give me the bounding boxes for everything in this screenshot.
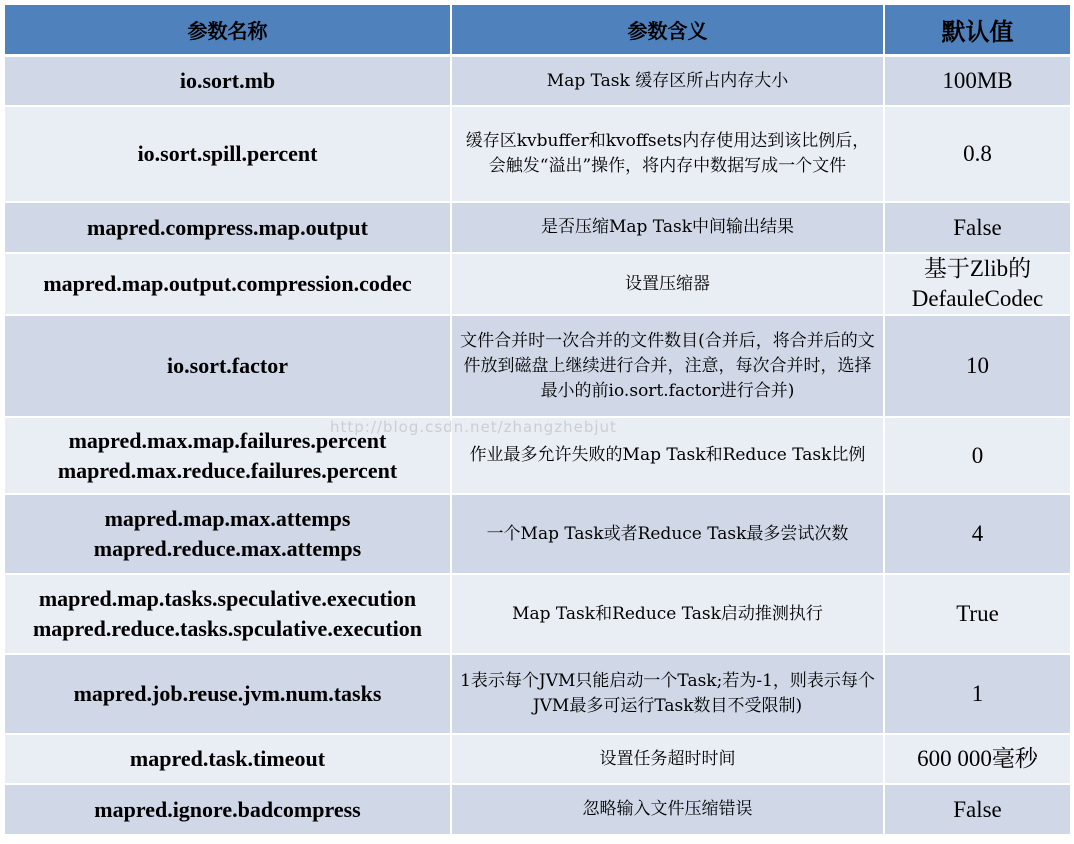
table-row bbox=[5, 418, 1070, 495]
param-name-cell bbox=[5, 418, 452, 495]
default-value-cell bbox=[885, 254, 1070, 316]
param-name-cell bbox=[5, 785, 452, 836]
default-value: True bbox=[956, 601, 999, 626]
table-row bbox=[5, 254, 1070, 316]
param-name: mapred.ignore.badcompress bbox=[94, 796, 361, 822]
default-value-cell bbox=[885, 418, 1070, 495]
default-value: 0 bbox=[971, 442, 984, 468]
table-row bbox=[5, 735, 1070, 785]
param-name: io.sort.factor bbox=[167, 353, 288, 378]
param-description: 一个Map Task或者Reduce Task最多尝试次数 bbox=[452, 495, 885, 575]
default-value-cell bbox=[885, 316, 1070, 418]
param-name: io.sort.spill.percent bbox=[137, 141, 318, 166]
default-value: 基于Zlib的 bbox=[923, 256, 1032, 281]
default-value-cell bbox=[885, 735, 1070, 785]
param-description: 1表示每个JVM只能启动一个Task;若为-1，则表示每个JVM最多可运行Task数目不受限制) bbox=[452, 655, 885, 735]
default-value-cell bbox=[885, 203, 1070, 254]
param-description: 设置压缩器 bbox=[452, 254, 885, 316]
default-value: 1 bbox=[971, 681, 984, 706]
parameter-table-container bbox=[5, 5, 1070, 836]
header-param-meaning: 参数含义 bbox=[452, 5, 885, 57]
default-value-cell bbox=[885, 57, 1070, 107]
param-name: mapred.max.reduce.failures.percent bbox=[57, 457, 398, 483]
param-name-cell bbox=[5, 495, 452, 575]
table-row bbox=[5, 495, 1070, 575]
default-value: False bbox=[953, 214, 1002, 240]
table-row bbox=[5, 316, 1070, 418]
param-name-cell bbox=[5, 575, 452, 655]
default-value-cell bbox=[885, 495, 1070, 575]
table-row bbox=[5, 655, 1070, 735]
param-description: Map Task和Reduce Task启动推测执行 bbox=[452, 575, 885, 655]
param-name: mapred.compress.map.output bbox=[87, 214, 368, 240]
param-description: 缓存区kvbuffer和kvoffsets内存使用达到该比例后，会触发“溢出”操作，将内存中数据写成一个文件 bbox=[452, 107, 885, 203]
default-value-cell bbox=[885, 655, 1070, 735]
param-name-cell bbox=[5, 203, 452, 254]
default-value-cell bbox=[885, 575, 1070, 655]
param-name: mapred.reduce.tasks.spculative.execution bbox=[32, 616, 423, 641]
default-value-cell bbox=[885, 785, 1070, 836]
table-row bbox=[5, 57, 1070, 107]
table-row bbox=[5, 785, 1070, 836]
param-name-cell bbox=[5, 316, 452, 418]
param-name: mapred.map.tasks.speculative.execution bbox=[38, 586, 417, 611]
param-name-cell bbox=[5, 735, 452, 785]
default-value: DefauleCodec bbox=[911, 286, 1044, 311]
param-description: 忽略输入文件压缩错误 bbox=[452, 785, 885, 836]
default-value: False bbox=[953, 796, 1002, 822]
header-default-value: 默认值 bbox=[885, 5, 1070, 57]
param-name: mapred.map.output.compression.codec bbox=[43, 271, 412, 296]
param-name-cell bbox=[5, 107, 452, 203]
table-body bbox=[5, 57, 1070, 836]
watermark-url: http://blog.csdn.net/zhangzhebjut bbox=[330, 418, 617, 436]
param-name: io.sort.mb bbox=[179, 68, 276, 93]
default-value-cell bbox=[885, 107, 1070, 203]
param-name: mapred.max.map.failures.percent bbox=[68, 427, 387, 453]
param-description: Map Task 缓存区所占内存大小 bbox=[452, 57, 885, 107]
param-description: 文件合并时一次合并的文件数目(合并后，将合并后的文件放到磁盘上继续进行合并，注意，每次合并时，选择最小的前io.sort.factor进行合并) bbox=[452, 316, 885, 418]
param-name: mapred.job.reuse.jvm.num.tasks bbox=[73, 681, 382, 706]
param-name: mapred.task.timeout bbox=[129, 746, 326, 771]
param-name-cell bbox=[5, 655, 452, 735]
param-description: 设置任务超时时间 bbox=[452, 735, 885, 785]
param-name: mapred.map.max.attemps bbox=[104, 506, 351, 531]
default-value: 4 bbox=[971, 521, 984, 546]
header-param-name: 参数名称 bbox=[5, 5, 452, 57]
param-name-cell bbox=[5, 57, 452, 107]
default-value: 600 000毫秒 bbox=[917, 746, 1038, 771]
param-name: mapred.reduce.max.attemps bbox=[93, 536, 362, 561]
param-description: 作业最多允许失败的Map Task和Reduce Task比例 bbox=[452, 418, 885, 495]
default-value: 100MB bbox=[942, 68, 1013, 93]
default-value: 10 bbox=[966, 353, 989, 378]
table-row bbox=[5, 203, 1070, 254]
table-row bbox=[5, 107, 1070, 203]
table-header-row bbox=[5, 5, 1070, 57]
hadoop-parameter-table bbox=[5, 5, 1070, 836]
default-value: 0.8 bbox=[963, 141, 992, 166]
param-name-cell bbox=[5, 254, 452, 316]
table-row bbox=[5, 575, 1070, 655]
param-description: 是否压缩Map Task中间输出结果 bbox=[452, 203, 885, 254]
